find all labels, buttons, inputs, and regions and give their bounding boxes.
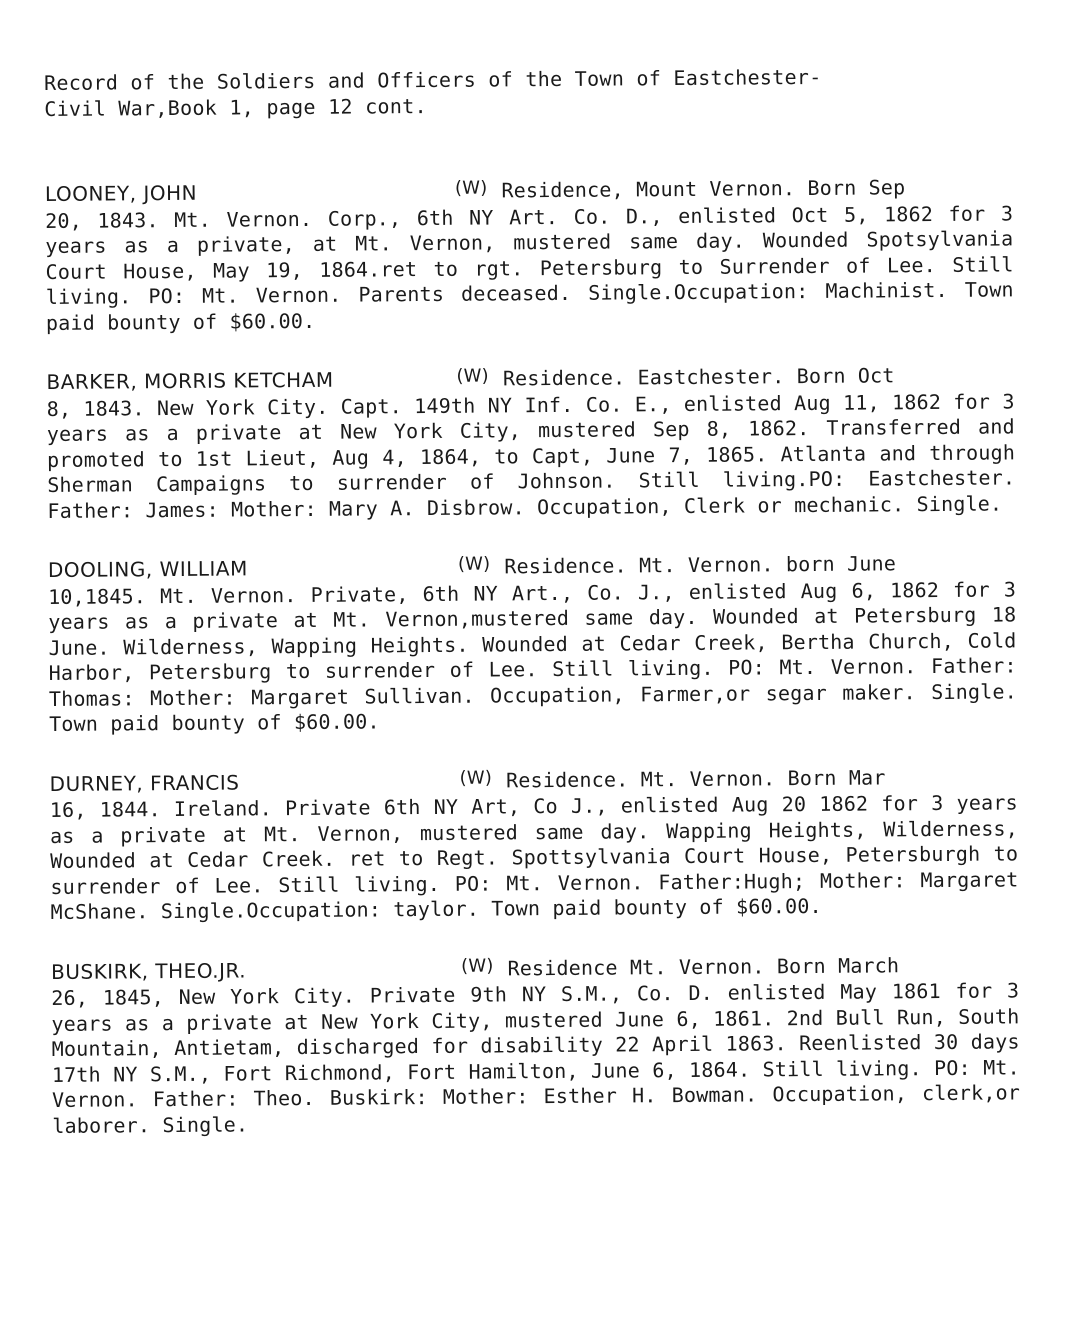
record-text: 26, 1845, New York City. Private 9th NY S.M., Co. D. enlisted May 1861 for 3 years as a private at New York City, mustered June 6, 1861. 2nd Bull Run, South Mountain, Antietam, discharged for disability 22 April 1863. Reenlisted 30 days 17th NY S.M., Fort Richmond, Fort Hamilton, June 6, 1864. Still living. PO: Mt. Vernon. Father: Theo. Buskirk: Mother: Esther H. Bowman. Occupation, clerk,or laborer. Single. bbox=[51, 978, 1021, 1138]
soldier-name: DURNEY, FRANCIS bbox=[49, 769, 240, 796]
soldier-name: BUSKIRK, THEO.JR. bbox=[50, 957, 247, 984]
record-mark: (W) bbox=[460, 954, 494, 977]
soldier-record-dooling bbox=[48, 550, 1017, 737]
soldier-record-looney bbox=[45, 174, 1014, 336]
header-line-2: Civil War,Book 1, page 12 cont. bbox=[44, 93, 427, 121]
document-header bbox=[44, 62, 1012, 122]
record-mark: (W) bbox=[459, 767, 493, 789]
record-text: 20, 1843. Mt. Vernon. Corp., 6th NY Art. Co. D., enlisted Oct 5, 1862 for 3 years as a private, at Mt. Vernon, mustered same day. Wounded Spotsylvania Court House, May 19, 1864.ret to rgt. Petersburg to Surrender of Lee. Still living. PO: Mt. Vernon. Parents deceased. Single.Occupation: Machinist. Town paid bounty of $60.00. bbox=[45, 200, 1014, 335]
record-mark: (W) bbox=[457, 553, 491, 575]
record-first-line: Residence. Mt. Vernon. born June bbox=[504, 551, 897, 579]
soldier-record-buskirk bbox=[51, 952, 1020, 1139]
record-text: 10,1845. Mt. Vernon. Private, 6th NY Art., Co. J., enlisted Aug 6, 1862 for 3 years as a private at Mt. Vernon,mustered same day. Wounded at Petersburg 18 June. Wilderness, Wapping Heights. Wounded at Cedar Creek, Bertha Church, Cold Harbor, Petersburg to surrender of Lee. Still living. PO: Mt. Vernon. Father: Thomas: Mother: Margaret Sullivan. Occupation, Farmer,or segar maker. Single. Town paid bounty of $60.00. bbox=[48, 576, 1018, 736]
record-first-line: Residence, Mount Vernon. Born Sep bbox=[501, 175, 906, 203]
soldier-record-barker bbox=[46, 362, 1015, 524]
record-mark: (W) bbox=[454, 177, 488, 199]
soldier-record-durney bbox=[50, 764, 1019, 926]
document-page bbox=[44, 62, 1021, 1173]
soldier-name: BARKER, MORRIS KETCHAM bbox=[46, 367, 334, 394]
record-mark: (W) bbox=[456, 365, 489, 387]
record-text: 8, 1843. New York City. Capt. 149th NY Inf. Co. E., enlisted Aug 11, 1862 for 3 years as a private at New York City, mustered Sep 8, 1862. Transferred and promoted to 1st Lieut, Aug 4, 1864, to Capt, June 7, 1865. Atlanta and through Sherman Campaigns to surrender of Johnson. Still living.PO: Eastchester. Father: James: Mother: Mary A. Disbrow. Occupation, Clerk or mechanic. Single. bbox=[46, 388, 1016, 523]
header-line-1: Record of the Soldiers and Officers of the Town of Eastchester- bbox=[44, 64, 822, 95]
record-first-line: Residence. Mt. Vernon. Born Mar bbox=[505, 764, 886, 792]
record-text: 16, 1844. Ireland. Private 6th NY Art, Co J., enlisted Aug 20 1862 for 3 years as a private at Mt. Vernon, mustered same day. Wapping Heights, Wilderness, Wounded at Cedar Creek. ret to Regt. Spottsylvania Court House, Petersburgh to surrender of Lee. Still living. PO: Mt. Vernon. Father:Hugh; Mother: Margaret McShane. Single.Occupation: taylor. Town paid bounty of $60.00. bbox=[49, 790, 1019, 924]
soldier-name: DOOLING, WILLIAM bbox=[47, 556, 248, 582]
record-first-line: Residence. Eastchester. Born Oct bbox=[502, 363, 895, 391]
record-first-line: Residence Mt. Vernon. Born March bbox=[507, 952, 900, 980]
soldier-name: LOONEY, JOHN bbox=[44, 180, 198, 206]
